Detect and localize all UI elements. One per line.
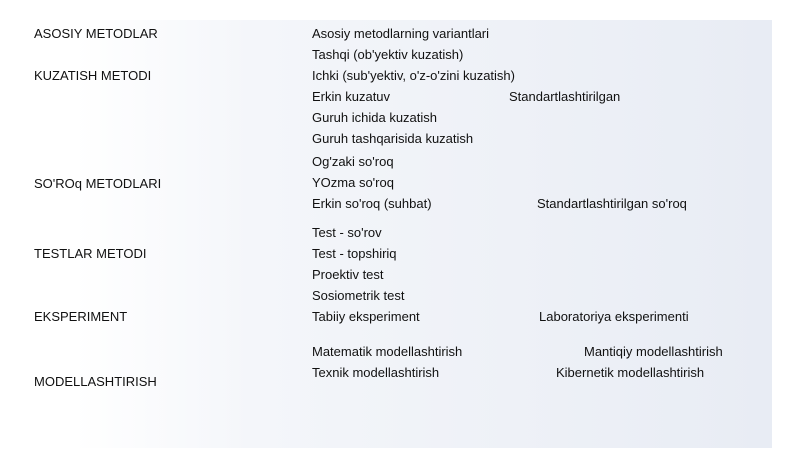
list-item: Tabiiy eksperiment [312, 309, 420, 324]
variants-title: Asosiy metodlarning variantlari [312, 26, 490, 41]
list-item: Texnik modellashtirish [312, 365, 440, 380]
list-item-extra: Mantiqiy modellashtirish [584, 344, 723, 359]
list-item: Tashqi (ob'yektiv kuzatish) [312, 47, 464, 62]
list-item: Guruh ichida kuzatish [312, 110, 438, 125]
list-item: Proektiv test [312, 267, 384, 282]
heading-soroq-metodlari: SO'ROq METODLARI [34, 176, 162, 191]
list-item: Ichki (sub'yektiv, o'z-o'zini kuzatish) [312, 68, 515, 83]
list-item: YOzma so'roq [312, 175, 394, 190]
heading-testlar-metodi: TESTLAR METODI [34, 246, 147, 261]
list-item: Erkin kuzatuv [312, 89, 391, 104]
list-item: Erkin so'roq (suhbat) [312, 196, 432, 211]
heading-eksperiment: EKSPERIMENT [34, 309, 128, 324]
list-item-extra: Standartlashtirilgan so'roq [537, 196, 687, 211]
list-item: Test - topshiriq [312, 246, 397, 261]
list-item: Matematik modellashtirish [312, 344, 463, 359]
heading-kuzatish-metodi: KUZATISH METODI [34, 68, 152, 83]
list-item-extra: Laboratoriya eksperimenti [539, 309, 689, 324]
list-item-extra: Standartlashtirilgan [509, 89, 621, 104]
list-item: Og'zaki so'roq [312, 154, 394, 169]
list-item: Test - so'rov [312, 225, 382, 240]
heading-asosiy-metodlar: ASOSIY METODLAR [34, 26, 158, 41]
list-item: Sosiometrik test [312, 288, 405, 303]
list-item-extra: Kibernetik modellashtirish [556, 365, 705, 380]
list-item: Guruh tashqarisida kuzatish [312, 131, 474, 146]
heading-modellashtirish: MODELLASHTIRISH [34, 374, 157, 389]
